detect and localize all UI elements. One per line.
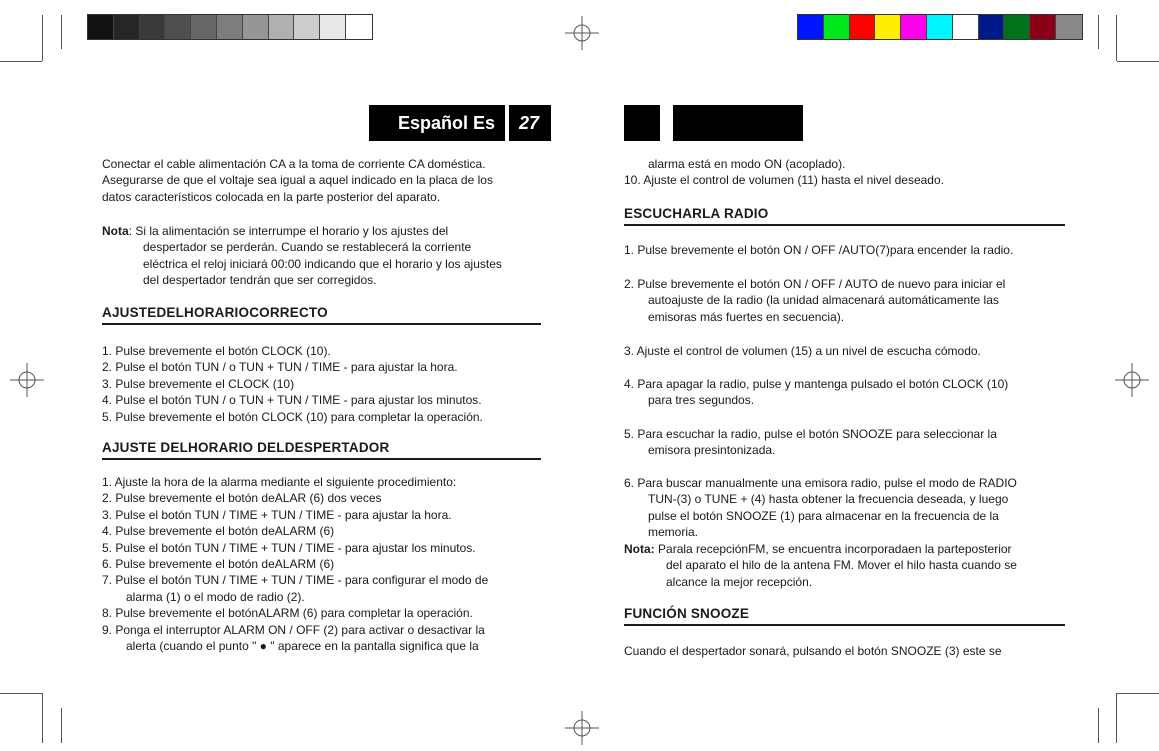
radio-step-4 bbox=[624, 376, 1008, 409]
note-label: Nota bbox=[102, 224, 129, 238]
section-rule bbox=[102, 323, 541, 325]
step-line: 5. Para escuchar la radio, pulse el botón SNOOZE para seleccionar la bbox=[624, 427, 997, 441]
step-line: para tres segundos. bbox=[648, 393, 755, 408]
section-rule bbox=[624, 224, 1065, 226]
list-item: 2. Pulse brevemente el botón deALAR (6) dos veces bbox=[102, 491, 382, 506]
color-swatch bbox=[88, 15, 114, 39]
section-rule bbox=[624, 624, 1065, 626]
cont-line: 10. Ajuste el control de volumen (11) hasta el nivel deseado. bbox=[624, 173, 944, 188]
note-line: eléctrica el reloj iniciará 00:00 indicando que el horario y los ajustes bbox=[143, 256, 502, 271]
radio-step-3: 3. Ajuste el control de volumen (15) a un nivel de escucha cómodo. bbox=[624, 344, 981, 358]
step-line: 4. Para apagar la radio, pulse y mantenga pulsado el botón CLOCK (10) bbox=[624, 377, 1009, 391]
step-line: TUN-(3) o TUNE + (4) hasta obtener la frecuencia deseada, y luego bbox=[648, 492, 1009, 507]
alarm-steps bbox=[102, 474, 488, 654]
list-item: 8. Pulse brevemente el botónALARM (6) para completar la operación. bbox=[102, 606, 473, 621]
color-swatch bbox=[824, 15, 850, 39]
left-header-label: Español Es bbox=[397, 113, 495, 133]
note-line: del despertador tendrán que ser corregidos. bbox=[143, 273, 377, 288]
antenna-note bbox=[624, 541, 1017, 590]
color-swatch bbox=[140, 15, 166, 39]
list-item: 9. Ponga el interruptor ALARM ON / OFF (2) para activar o desactivar la bbox=[102, 622, 485, 637]
section-title-clock: AJUSTEDELHORARIOCORRECTO bbox=[102, 305, 328, 320]
list-item: alarma (1) o el modo de radio (2). bbox=[126, 589, 305, 604]
intro-paragraph bbox=[102, 156, 493, 205]
list-item: 3. Pulse brevemente el CLOCK (10) bbox=[102, 376, 295, 391]
grayscale-bar bbox=[87, 14, 373, 40]
note-line: : Si la alimentación se interrumpe el horario y los ajustes del bbox=[128, 224, 449, 238]
left-header-page-box bbox=[509, 105, 551, 141]
color-swatch bbox=[217, 15, 243, 39]
snooze-text: Cuando el despertador sonará, pulsando el botón SNOOZE (3) este se bbox=[624, 644, 1002, 658]
intro-line: datos característicos colocada en la parte posterior del aparato. bbox=[102, 189, 441, 204]
color-swatch bbox=[927, 15, 953, 39]
color-swatch bbox=[875, 15, 901, 39]
list-item: 6. Pulse brevemente el botón deALARM (6) bbox=[102, 557, 335, 572]
right-header-small-box bbox=[624, 105, 660, 141]
color-swatch bbox=[294, 15, 320, 39]
step-line: emisora presintonizada. bbox=[648, 443, 776, 458]
registration-mark-bottom-icon bbox=[565, 711, 599, 745]
color-swatch bbox=[346, 15, 372, 39]
note-line: Parala recepciónFM, se encuentra incorporadaen la parteposterior bbox=[658, 542, 1012, 556]
step-line: autoajuste de la radio (la unidad almacenará automáticamente las bbox=[648, 293, 999, 308]
continued-lines bbox=[624, 156, 944, 189]
list-item: 1. Ajuste la hora de la alarma mediante el siguiente procedimiento: bbox=[102, 475, 457, 489]
radio-step-5 bbox=[624, 426, 997, 459]
list-item: 5. Pulse el botón TUN / TIME + TUN / TIME - para ajustar los minutos. bbox=[102, 540, 476, 555]
power-note bbox=[102, 223, 502, 289]
list-item: 4. Pulse brevemente el botón deALARM (6) bbox=[102, 524, 335, 539]
color-swatch bbox=[979, 15, 1005, 39]
color-swatch bbox=[1004, 15, 1030, 39]
color-swatch bbox=[114, 15, 140, 39]
color-swatch bbox=[269, 15, 295, 39]
intro-line: Conectar el cable alimentación CA a la toma de corriente CA doméstica. bbox=[102, 157, 486, 171]
section-title-snooze: FUNCIÓN SNOOZE bbox=[624, 606, 750, 621]
list-item: 4. Pulse el botón TUN / o TUN + TUN / TIME - para ajustar los minutos. bbox=[102, 393, 482, 408]
list-item: 3. Pulse el botón TUN / TIME + TUN / TIME - para ajustar la hora. bbox=[102, 507, 452, 522]
list-item: 2. Pulse el botón TUN / o TUN + TUN / TIME - para ajustar la hora. bbox=[102, 360, 458, 375]
intro-line: Asegurarse de que el voltaje sea igual a aquel indicado en la placa de los bbox=[102, 173, 493, 188]
section-rule bbox=[102, 458, 541, 460]
clock-steps bbox=[102, 343, 483, 425]
section-title-alarm: AJUSTE DELHORARIO DELDESPERTADOR bbox=[102, 440, 390, 455]
list-item: alerta (cuando el punto " ● " aparece en la pantalla significa que la bbox=[126, 639, 479, 654]
list-item: 1. Pulse brevemente el botón CLOCK (10). bbox=[102, 344, 331, 358]
color-swatch bbox=[901, 15, 927, 39]
color-swatch bbox=[191, 15, 217, 39]
color-swatch bbox=[165, 15, 191, 39]
color-bar bbox=[797, 14, 1083, 40]
page-number: 27 bbox=[519, 113, 540, 133]
color-swatch bbox=[243, 15, 269, 39]
color-swatch bbox=[1030, 15, 1056, 39]
left-header-label-box bbox=[369, 105, 505, 141]
registration-mark-right-icon bbox=[1115, 363, 1149, 397]
color-swatch bbox=[850, 15, 876, 39]
note-line: del aparato el hilo de la antena FM. Mover el hilo hasta cuando se bbox=[666, 558, 1017, 573]
color-swatch bbox=[953, 15, 979, 39]
radio-step-6 bbox=[624, 475, 1017, 541]
right-header-wide-box bbox=[673, 105, 803, 141]
cont-line: alarma está en modo ON (acoplado). bbox=[648, 157, 846, 171]
step-line: 6. Para buscar manualmente una emisora radio, pulse el modo de RADIO bbox=[624, 476, 1017, 490]
step-line: memoria. bbox=[648, 525, 699, 540]
note-label: Nota: bbox=[624, 542, 655, 556]
registration-mark-left-icon bbox=[10, 363, 44, 397]
registration-mark-top-icon bbox=[565, 16, 599, 50]
step-line: emisoras más fuertes en secuencia). bbox=[648, 309, 845, 324]
note-line: despertador se perderán. Cuando se restablecerá la corriente bbox=[143, 240, 472, 255]
note-line: alcance la mejor recepción. bbox=[666, 574, 813, 589]
color-swatch bbox=[320, 15, 346, 39]
color-swatch bbox=[1056, 15, 1082, 39]
radio-step-2 bbox=[624, 276, 1005, 325]
step-line: pulse el botón SNOOZE (1) para almacenar en la frecuencia de la bbox=[648, 508, 999, 523]
color-swatch bbox=[798, 15, 824, 39]
step-line: 2. Pulse brevemente el botón ON / OFF / AUTO de nuevo para iniciar el bbox=[624, 277, 1006, 291]
radio-step-1: 1. Pulse brevemente el botón ON / OFF /AUTO(7)para encender la radio. bbox=[624, 243, 1014, 257]
list-item: 7. Pulse el botón TUN / TIME + TUN / TIME - para configurar el modo de bbox=[102, 573, 489, 588]
section-title-radio: ESCUCHARLA RADIO bbox=[624, 206, 769, 221]
list-item: 5. Pulse brevemente el botón CLOCK (10) para completar la operación. bbox=[102, 409, 483, 424]
